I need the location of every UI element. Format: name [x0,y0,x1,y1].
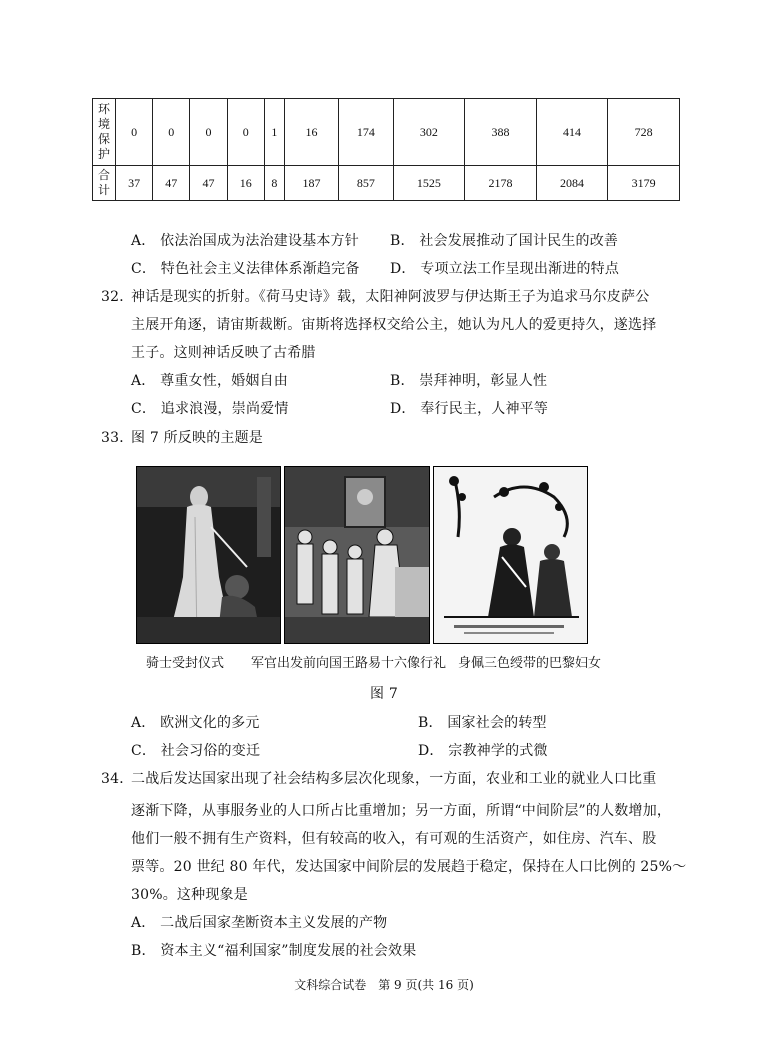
table-cell: 0 [190,99,227,166]
q31-option-c[interactable]: C． 特色社会主义法律体系渐趋完备 [131,261,360,277]
q34-text-line4: 票等。20 世纪 80 年代，发达国家中间阶层的发展趋于稳定，保持在人口比例的 25%～ [131,859,687,875]
table-cell: 414 [536,99,608,166]
q34-number: 34． [101,771,134,787]
knight-ceremony-image [136,466,281,644]
q33-option-c[interactable]: C． 社会习俗的变迁 [131,743,261,759]
caption-officers: 军官出发前向国王路易十六像行礼 [251,656,447,671]
q32-text-line1: 神话是现实的折射。《荷马史诗》载，太阳神阿波罗与伊达斯王子为追求马尔皮萨公 [131,289,650,305]
q34-text-line3: 他们一般不拥有生产资料，但有较高的收入，有可观的生活资产，如住房、汽车、股 [131,831,657,847]
table-cell: 3179 [608,166,680,201]
row-header: 环境保护 [93,99,116,166]
q31-option-d[interactable]: D． 专项立法工作呈现出渐进的特点 [390,261,620,277]
table-cell: 302 [393,99,465,166]
q32-text-line2: 主展开角逐，请宙斯裁断。宙斯将选择权交给公主，她认为凡人的爱更持久，遂选择 [131,317,657,333]
table-cell: 388 [465,99,537,166]
table-row [93,166,680,201]
q33-option-b[interactable]: B． 国家社会的转型 [418,715,547,731]
q32-option-d[interactable]: D． 奉行民主，人神平等 [390,401,549,417]
table-row [93,99,680,166]
table-cell: 0 [153,99,190,166]
table-cell: 16 [284,99,338,166]
q32-number: 32． [101,289,134,305]
q32-text-line3: 王子。这则神话反映了古希腊 [131,345,316,361]
caption-knight: 骑士受封仪式 [146,656,225,671]
q34-text-line5: 30%。这种现象是 [131,887,248,903]
table-cell: 1525 [393,166,465,201]
table-cell: 2178 [465,166,537,201]
table-cell: 728 [608,99,680,166]
table-cell: 37 [116,166,153,201]
q34-option-b[interactable]: B． 资本主义“福利国家”制度发展的社会效果 [131,943,417,959]
officers-salute-image [284,466,430,644]
q34-option-a[interactable]: A． 二战后国家垄断资本主义发展的产物 [131,915,388,931]
parisian-women-image [433,466,588,644]
table-cell: 16 [227,166,264,201]
row-header: 合计 [93,166,116,201]
q33-option-d[interactable]: D． 宗教神学的式微 [418,743,548,759]
q34-text-line2: 逐渐下降，从事服务业的人口所占比重增加；另一方面，所谓“中间阶层”的人数增加， [131,803,672,819]
q33-option-a[interactable]: A． 欧洲文化的多元 [131,715,260,731]
table-cell: 857 [339,166,393,201]
table-cell: 1 [264,99,284,166]
q34-text-line1: 二战后发达国家出现了社会结构多层次化现象，一方面，农业和工业的就业人口比重 [131,771,657,787]
q31-option-b[interactable]: B． 社会发展推动了国计民生的改善 [390,233,619,249]
caption-women: 身佩三色绶带的巴黎妇女 [458,656,602,671]
table-cell: 8 [264,166,284,201]
q31-option-a[interactable]: A． 依法治国成为法治建设基本方针 [131,233,359,249]
q33-text: 图 7 所反映的主题是 [131,430,264,446]
figure-label: 图 7 [370,686,398,702]
page-footer: 文科综合试卷 第 9 页(共 16 页) [294,978,474,992]
q32-option-c[interactable]: C． 追求浪漫，崇尚爱情 [131,401,289,417]
table-cell: 47 [190,166,227,201]
table-cell: 187 [284,166,338,201]
table-cell: 2084 [536,166,608,201]
table-cell: 174 [339,99,393,166]
q32-option-a[interactable]: A． 尊重女性，婚姻自由 [131,373,288,389]
table-cell: 0 [116,99,153,166]
table-cell: 0 [227,99,264,166]
q32-option-b[interactable]: B． 崇拜神明，彰显人性 [390,373,548,389]
statistics-table [92,98,680,201]
q33-number: 33． [101,430,134,446]
table-cell: 47 [153,166,190,201]
